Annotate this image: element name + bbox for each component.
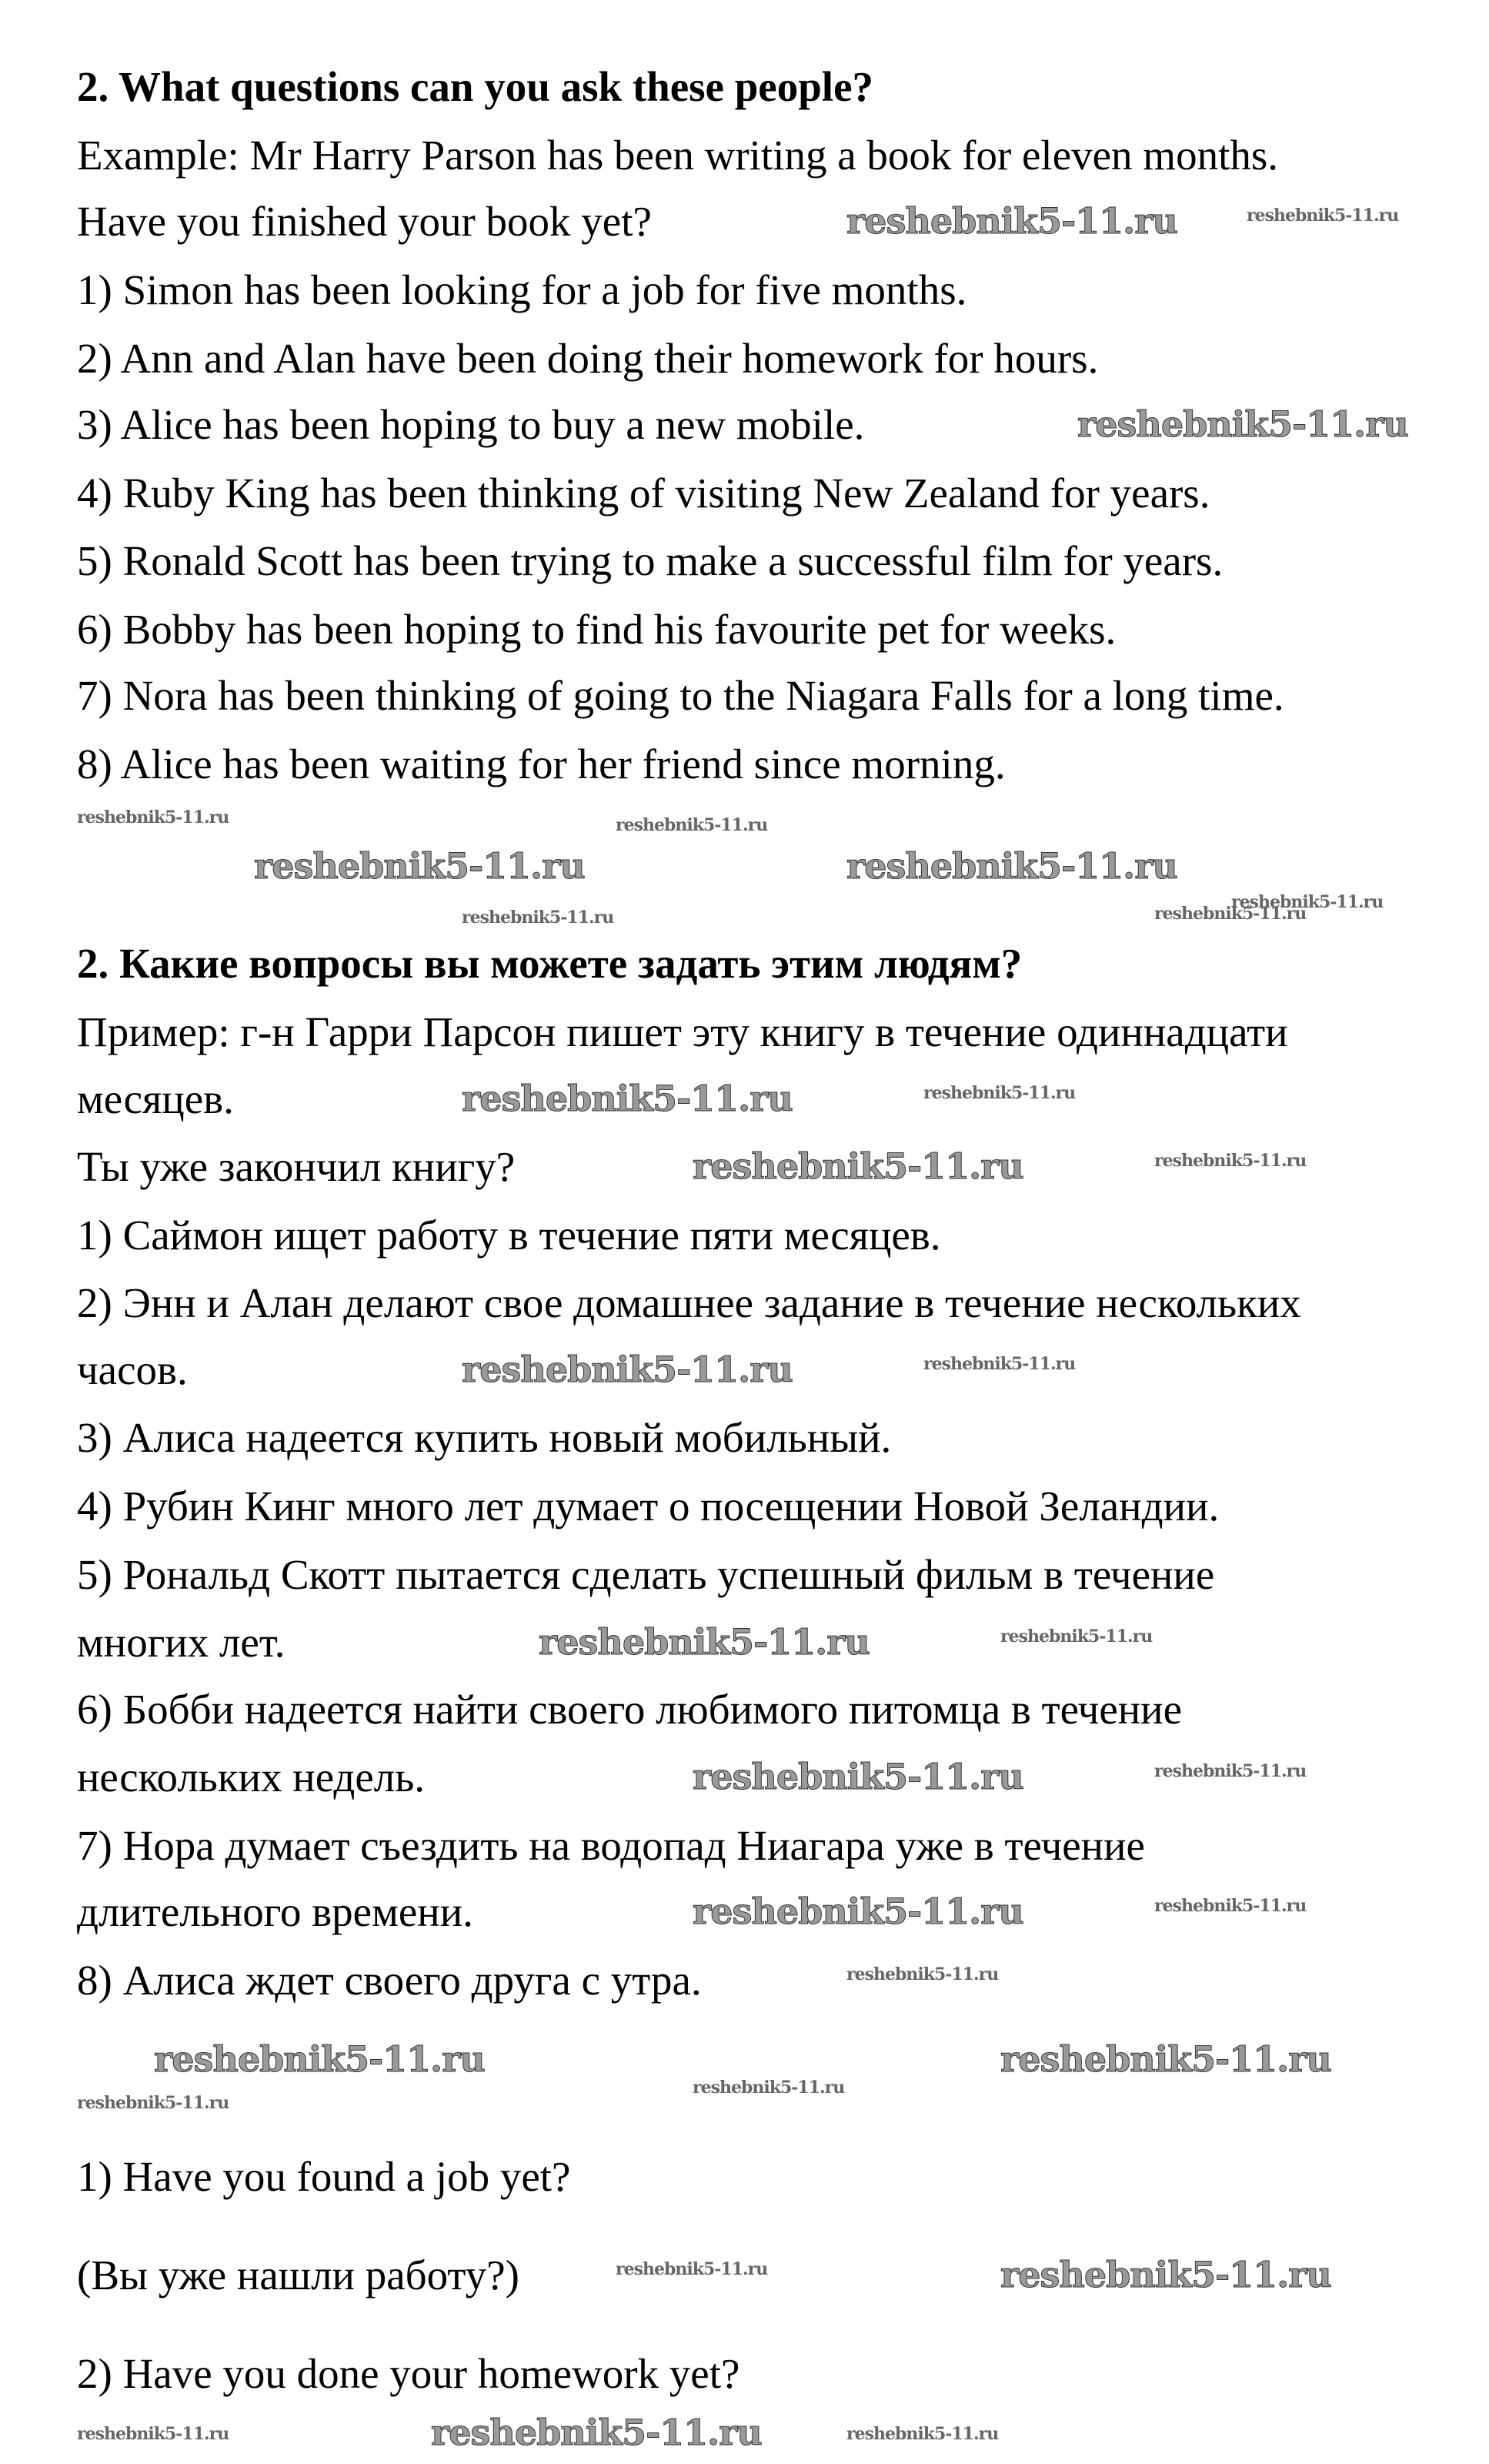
list-item: 3) Alice has been hoping to buy a new mobile.: [77, 401, 865, 448]
watermark: reshebnik5-11.ru: [693, 1891, 1023, 1932]
watermark: reshebnik5-11.ru: [1077, 403, 1408, 445]
watermark: reshebnik5-11.ru: [846, 1964, 999, 1984]
watermark: reshebnik5-11.ru: [1000, 2038, 1331, 2080]
list-item: 5) Ronald Scott has been trying to make a successful film for years.: [77, 537, 1224, 584]
watermark: reshebnik5-11.ru: [462, 1349, 793, 1390]
text-line: часов.: [77, 1346, 188, 1393]
list-item: 4) Ruby King has been thinking of visiting New Zealand for years.: [77, 470, 1210, 517]
text-line: нескольких недель.: [77, 1754, 426, 1800]
text-line: длительного времени.: [77, 1888, 473, 1935]
text-line: 1) Саймон ищет работу в течение пяти месяцев.: [77, 1212, 941, 1259]
watermark: reshebnik5-11.ru: [462, 908, 614, 928]
watermark: reshebnik5-11.ru: [1247, 206, 1399, 226]
watermark: reshebnik5-11.ru: [154, 2038, 485, 2080]
text-line: 7) Нора думает съездить на водопад Ниагара уже в течение: [77, 1822, 1145, 1869]
list-item: 8) Alice has been waiting for her friend since morning.: [77, 741, 1006, 787]
russian-title: 2. Какие вопросы вы можете задать этим людям?: [77, 940, 1023, 987]
example-text: Example: Mr Harry Parson has been writing a book for eleven months.: [77, 132, 1279, 179]
text-line: 8) Алиса ждет своего друга с утра.: [77, 1957, 702, 2004]
watermark: reshebnik5-11.ru: [846, 200, 1177, 242]
watermark: reshebnik5-11.ru: [693, 1145, 1023, 1187]
watermark: reshebnik5-11.ru: [1000, 1627, 1153, 1647]
watermark: reshebnik5-11.ru: [1154, 904, 1307, 924]
watermark: reshebnik5-11.ru: [846, 2424, 999, 2444]
watermark: reshebnik5-11.ru: [77, 2093, 229, 2113]
answer-line: (Вы уже нашли работу?): [77, 2252, 519, 2299]
watermark: reshebnik5-11.ru: [1154, 1761, 1307, 1781]
list-item: 7) Nora has been thinking of going to the Niagara Falls for a long time.: [77, 672, 1284, 719]
list-item: 6) Bobby has been hoping to find his favourite pet for weeks.: [77, 606, 1117, 653]
answer-line: 1) Have you found a job yet?: [77, 2153, 571, 2200]
text-line: 6) Бобби надеется найти своего любимого питомца в течение: [77, 1686, 1183, 1733]
text-line: многих лет.: [77, 1619, 285, 1666]
list-item: 2) Ann and Alan have been doing their homework for hours.: [77, 335, 1099, 382]
answer-line: 2) Have you done your homework yet?: [77, 2350, 740, 2397]
text-line: 5) Рональд Скотт пытается сделать успешный фильм в течение: [77, 1551, 1215, 1598]
watermark: reshebnik5-11.ru: [616, 815, 768, 835]
text-line: 4) Рубин Кинг много лет думает о посещении Новой Зеландии.: [77, 1483, 1220, 1530]
watermark: reshebnik5-11.ru: [77, 807, 229, 827]
text-line: Пример: г-н Гарри Парсон пишет эту книгу в течение одиннадцати: [77, 1008, 1288, 1055]
watermark: reshebnik5-11.ru: [254, 845, 585, 887]
watermark: reshebnik5-11.ru: [693, 1756, 1023, 1797]
watermark: reshebnik5-11.ru: [923, 1083, 1076, 1103]
text-line: 2) Энн и Алан делают свое домашнее задание в течение нескольких: [77, 1279, 1301, 1326]
watermark: reshebnik5-11.ru: [1154, 1151, 1307, 1171]
text-line: Ты уже закончил книгу?: [77, 1143, 516, 1190]
english-title: 2. What questions can you ask these people?: [77, 63, 873, 110]
watermark: reshebnik5-11.ru: [77, 2424, 229, 2444]
example-question: Have you finished your book yet?: [77, 198, 652, 245]
watermark: reshebnik5-11.ru: [431, 2412, 762, 2453]
watermark: reshebnik5-11.ru: [693, 2078, 845, 2098]
text-line: месяцев.: [77, 1075, 234, 1122]
watermark: reshebnik5-11.ru: [1154, 1896, 1307, 1916]
watermark: reshebnik5-11.ru: [616, 2259, 768, 2279]
text-line: 3) Алиса надеется купить новый мобильный.: [77, 1414, 892, 1461]
watermark: reshebnik5-11.ru: [1000, 2254, 1331, 2295]
watermark: reshebnik5-11.ru: [539, 1621, 870, 1663]
watermark: reshebnik5-11.ru: [846, 845, 1177, 887]
list-item: 1) Simon has been looking for a job for five months.: [77, 266, 967, 313]
watermark: reshebnik5-11.ru: [1231, 892, 1384, 912]
watermark: reshebnik5-11.ru: [923, 1354, 1076, 1374]
watermark: reshebnik5-11.ru: [462, 1078, 793, 1119]
